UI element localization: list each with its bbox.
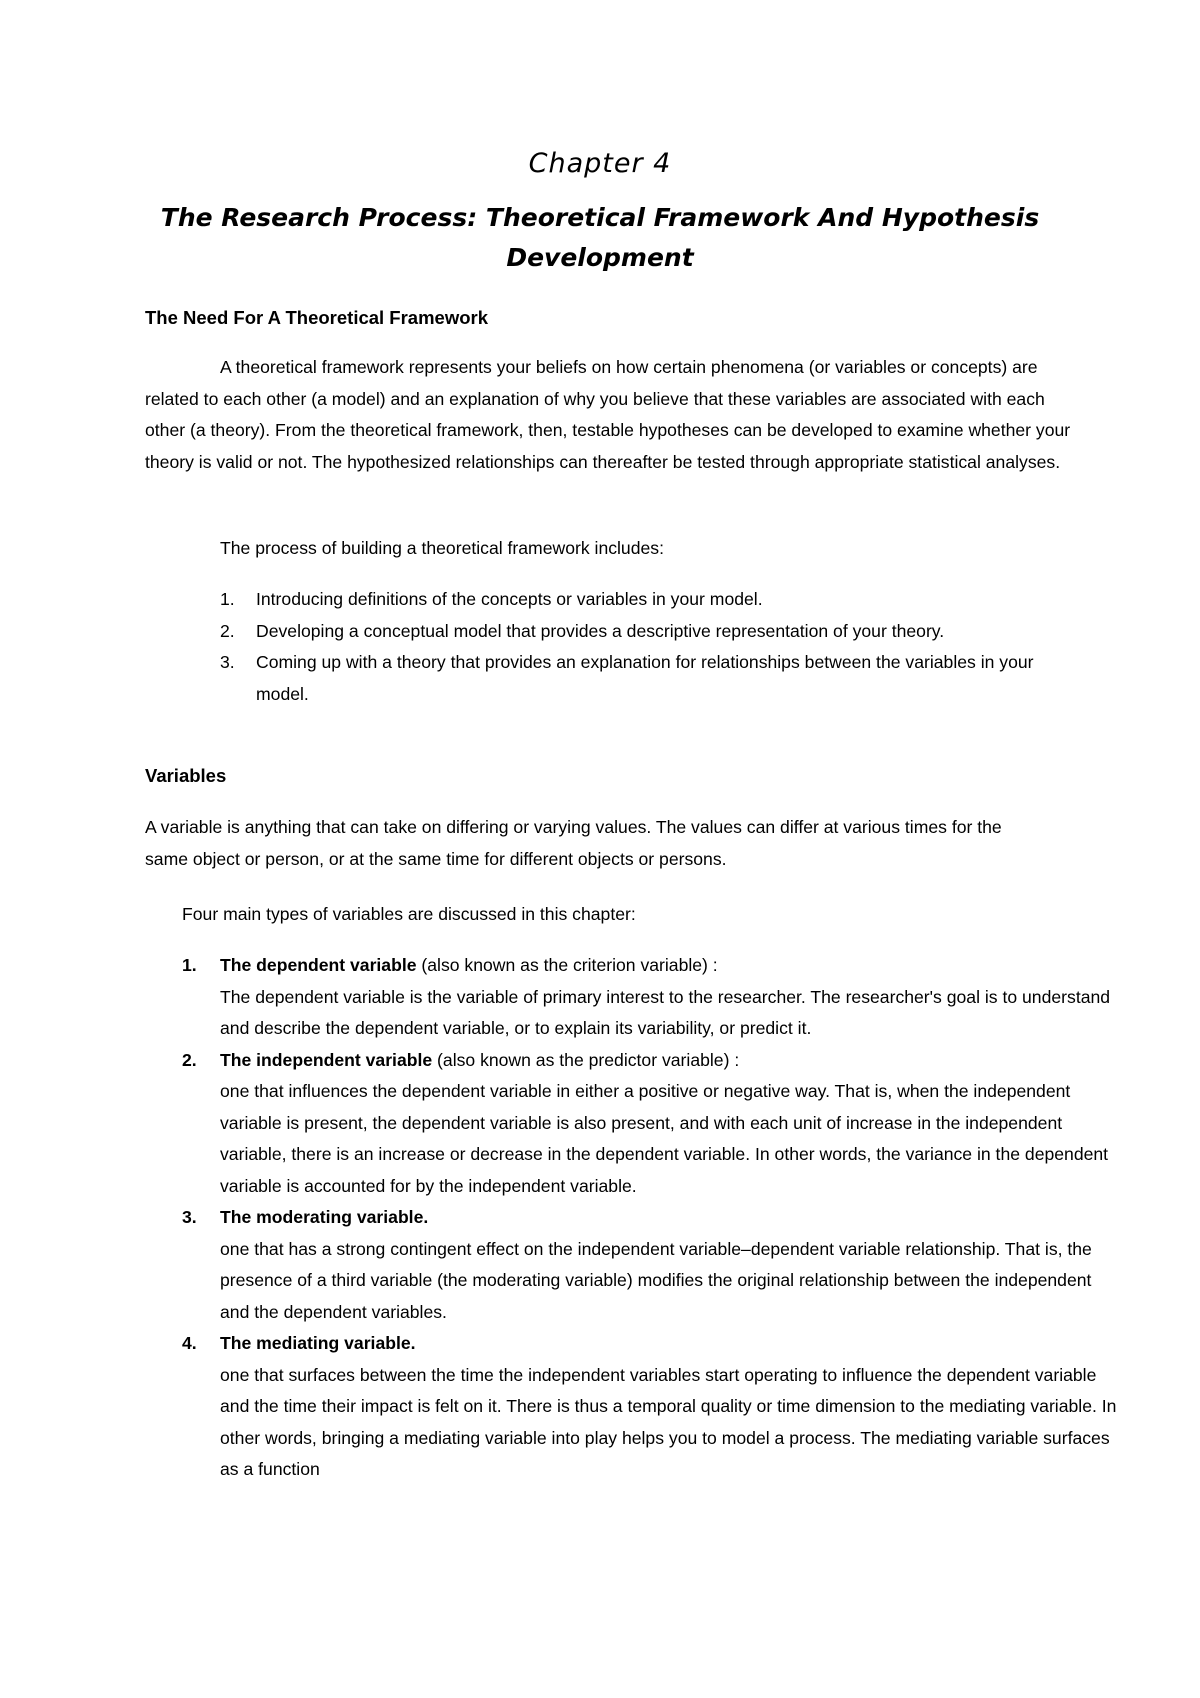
list-item bbox=[182, 950, 1120, 1045]
list-number: 1. bbox=[220, 589, 235, 609]
heading-variables: Variables bbox=[145, 765, 227, 786]
variable-type-name: The independent variable bbox=[220, 1049, 433, 1070]
paragraph-text: A theoretical framework represents your beliefs on how certain phenomena (or variables or concepts) are related to each other (a model) and an explanation of why you believe that these variables are associated with each other (a theory). From the theoretical framework, then, testable hypotheses can be developed to examine whether your theory is valid or not. The hypothesized relationships can thereafter be tested through appropriate statistical analyses. bbox=[145, 357, 1071, 472]
variable-type-description: one that surfaces between the time the independent variables start operating to influence the dependent variable and the time their impact is felt on it. There is thus a temporal quality or time dimension to the mediating variable. In other words, bringing a mediating variable into play helps you to model a process. The mediating variable surfaces as a function bbox=[220, 1364, 1117, 1479]
list-item-text: Developing a conceptual model that provides a descriptive representation of your theory. bbox=[256, 620, 945, 641]
list-item bbox=[182, 1045, 1120, 1203]
heading-need-theoretical-framework: The Need For A Theoretical Framework bbox=[145, 307, 489, 328]
variable-type-aside: (also known as the criterion variable) : bbox=[416, 955, 718, 975]
types-intro: Four main types of variables are discussed in this chapter: bbox=[182, 904, 636, 924]
list-number: 3. bbox=[220, 652, 235, 672]
variable-type-description: one that has a strong contingent effect on the independent variable–dependent variable relationship. That is, the presence of a third variable (the moderating variable) modifies the original relationship between the independent and the dependent variables. bbox=[220, 1238, 1092, 1322]
process-intro: The process of building a theoretical framework includes: bbox=[220, 538, 664, 558]
list-item-text: Introducing definitions of the concepts or variables in your model. bbox=[256, 589, 763, 609]
variable-type-name: The moderating variable. bbox=[220, 1207, 429, 1227]
list-item bbox=[220, 584, 1076, 616]
variable-types-list bbox=[182, 950, 1120, 1486]
list-item bbox=[220, 616, 1076, 648]
list-item bbox=[182, 1328, 1120, 1486]
paragraph-theoretical-framework bbox=[145, 352, 1080, 478]
variable-type-description: The dependent variable is the variable of primary interest to the researcher. The researcher's goal is to understand and describe the dependent variable, or to explain its variability, or predict it. bbox=[220, 986, 1111, 1038]
list-item-text: Coming up with a theory that provides an explanation for relationships between the variables in your model. bbox=[256, 652, 1034, 704]
process-steps-list bbox=[220, 584, 1076, 710]
list-item bbox=[220, 647, 1076, 710]
variable-type-description: one that influences the dependent variable in either a positive or negative way. That is, when the independent variable is present, the dependent variable is also present, and with each unit of increase in the independent variable, there is an increase or decrease in the dependent variable. In other words, the variance in the dependent variable is accounted for by the independent variable. bbox=[220, 1081, 1109, 1196]
list-number: 3. bbox=[182, 1207, 197, 1227]
list-number: 1. bbox=[182, 955, 197, 975]
list-number: 2. bbox=[220, 620, 235, 641]
chapter-label: Chapter 4 bbox=[528, 148, 672, 179]
variable-type-name: The mediating variable. bbox=[220, 1333, 416, 1353]
list-number: 2. bbox=[182, 1049, 197, 1070]
variable-type-name: The dependent variable bbox=[220, 955, 417, 975]
chapter-title: The Research Process: Theoretical Framework And Hypothesis Development bbox=[160, 203, 1040, 272]
variable-type-aside: (also known as the predictor variable) : bbox=[432, 1049, 740, 1070]
list-number: 4. bbox=[182, 1333, 197, 1353]
list-item bbox=[182, 1202, 1120, 1328]
paragraph-variables: A variable is anything that can take on differing or varying values. The values can differ at various times for the same object or person, or at the same time for different objects or persons. bbox=[145, 817, 1002, 869]
